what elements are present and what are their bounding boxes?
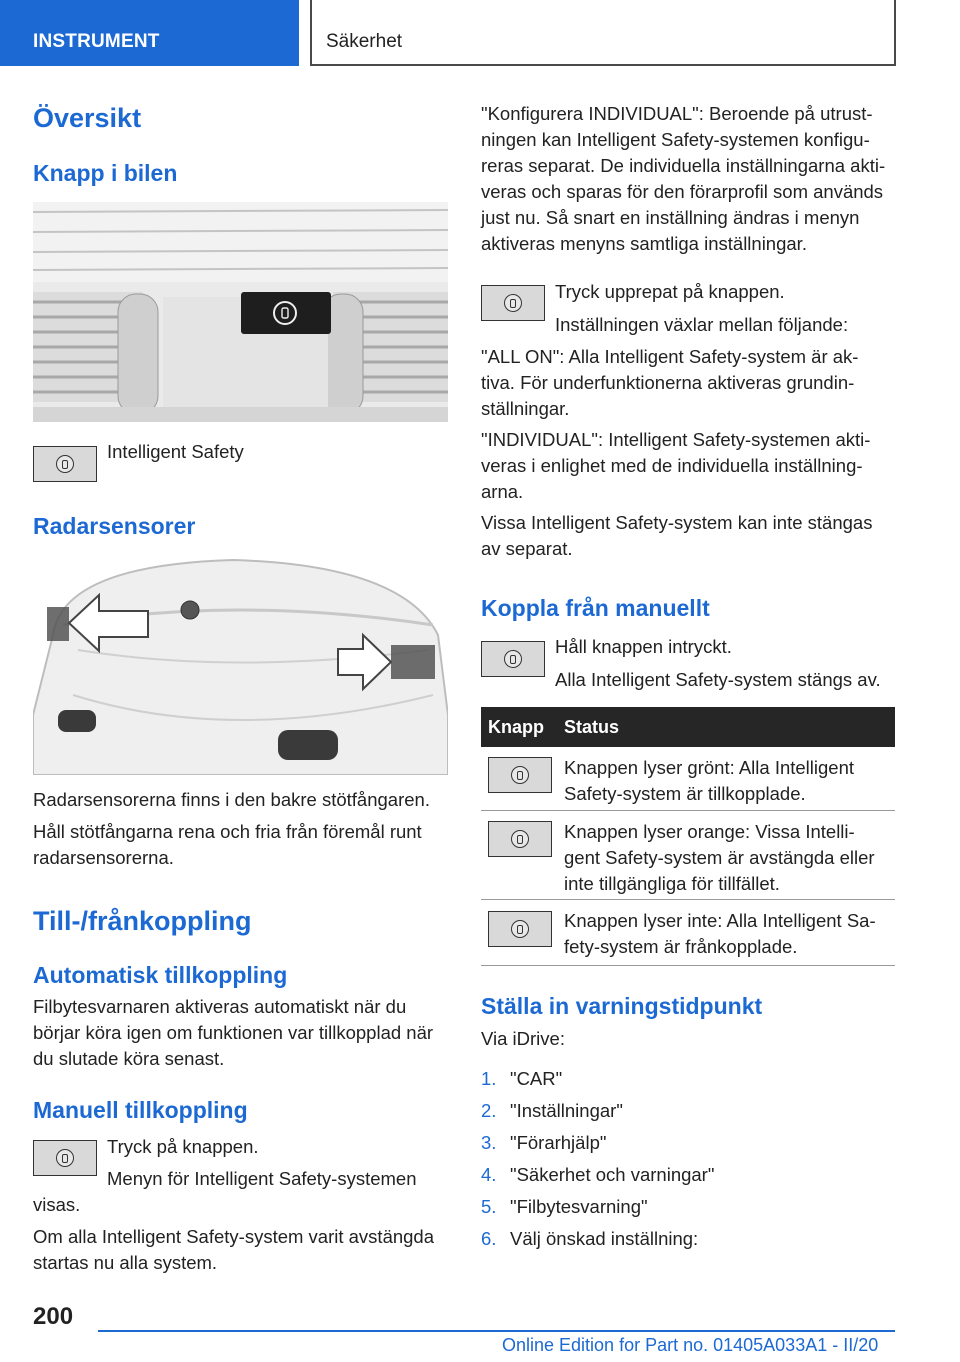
row-3-line-2: fety-system är frånkopplade. (564, 936, 798, 957)
intelligent-safety-icon (511, 920, 529, 938)
row-2-line-1: Knappen lyser orange: Vissa Intelli- (564, 821, 855, 842)
hold-button-icon (481, 641, 545, 677)
vaxlar-text: Inställningen växlar mellan följande: (555, 314, 849, 335)
vissa-line-2: av separat. (481, 538, 573, 559)
step-number: 3. (481, 1132, 497, 1153)
section-title: INSTRUMENT (33, 31, 160, 52)
konf-line-1: "Konfigurera INDIVIDUAL": Beroende på utrust- (481, 103, 873, 124)
radar-paragraph-1: Radarsensorerna finns i den bakre stötfångaren. (33, 789, 430, 810)
step-text: "CAR" (510, 1068, 563, 1089)
manuell-line-1: Tryck på knappen. (107, 1136, 259, 1157)
intelligent-safety-icon (511, 830, 529, 848)
row-2-line-3: inte tillgängliga för tillfället. (564, 873, 780, 894)
manual-on-button-icon (33, 1140, 97, 1176)
konf-line-6: aktiveras menyns samtliga inställningar. (481, 233, 807, 254)
table-row (481, 811, 895, 900)
step-number: 4. (481, 1164, 497, 1185)
repeat-button-icon (481, 285, 545, 321)
heading-knapp-i-bilen: Knapp i bilen (33, 160, 178, 186)
step-text: Välj önskad inställning: (510, 1228, 699, 1249)
manuell-line-4: Om alla Intelligent Safety-system varit avstängda (33, 1226, 435, 1247)
dashboard-button-image (33, 202, 448, 422)
intelligent-safety-icon (504, 294, 522, 312)
radar-paragraph-2-line-1: Håll stötfångarna rena och fria från föremål runt (33, 821, 422, 842)
alla-stangs-text: Alla Intelligent Safety-system stängs av. (555, 669, 881, 690)
step-text: "Förarhjälp" (510, 1132, 607, 1153)
table-row (481, 900, 895, 966)
vissa-line-1: Vissa Intelligent Safety-system kan inte stängas (481, 512, 873, 533)
intelligent-safety-button-icon (33, 446, 97, 482)
via-idrive-text: Via iDrive: (481, 1028, 565, 1049)
page-number: 200 (33, 1303, 74, 1330)
dashboard-illustration (33, 202, 448, 422)
heading-stalla-in-varningstidpunkt: Ställa in varningstidpunkt (481, 993, 763, 1019)
chapter-title: Säkerhet (326, 31, 403, 52)
allon-line-1: "ALL ON": Alla Intelligent Safety-system är ak- (481, 346, 859, 367)
manuell-line-3: visas. (33, 1194, 81, 1215)
heading-till-frankoppling: Till-/frånkoppling (33, 906, 252, 936)
heading-manuell-tillkoppling: Manuell tillkoppling (33, 1097, 248, 1123)
car-rear-image (33, 555, 448, 775)
indiv-line-3: arna. (481, 481, 524, 502)
chapter-header (310, 0, 896, 66)
col-status: Status (564, 717, 620, 737)
row-1-line-1: Knappen lyser grönt: Alla Intelligent (564, 757, 855, 778)
manuell-line-5: startas nu alla system. (33, 1252, 218, 1273)
button-green-icon (488, 757, 552, 793)
step-number: 6. (481, 1228, 497, 1249)
manuell-line-2: Menyn för Intelligent Safety-systemen (107, 1168, 417, 1189)
auto-line-3: du slutade köra senast. (33, 1048, 225, 1069)
table-row (481, 747, 895, 811)
heading-automatisk-tillkoppling: Automatisk tillkoppling (33, 962, 288, 988)
tryck-text: Tryck upprepat på knappen. (555, 281, 785, 302)
step-number: 2. (481, 1100, 497, 1121)
step-text: "Filbytesvarning" (510, 1196, 648, 1217)
konf-line-2: ningen kan Intelligent Safety-systemen konfigu- (481, 129, 870, 150)
intelligent-safety-icon (504, 650, 522, 668)
intelligent-safety-icon (56, 455, 74, 473)
auto-line-2: börjar köra igen om funktionen var tillkopplad när (33, 1022, 434, 1043)
footer-edition: Online Edition for Part no. 01405A033A1 - II/20 (502, 1335, 879, 1355)
step-text: "Säkerhet och varningar" (510, 1164, 715, 1185)
heading-radarsensorer: Radarsensorer (33, 513, 196, 539)
step-number: 1. (481, 1068, 497, 1089)
car-rear-illustration (33, 555, 448, 775)
section-tab (0, 0, 299, 66)
allon-line-2: tiva. För underfunktionerna aktiveras grundin- (481, 372, 855, 393)
intelligent-safety-icon (56, 1149, 74, 1167)
indiv-line-1: "INDIVIDUAL": Intelligent Safety-systemen akti- (481, 429, 871, 450)
intelligent-safety-icon (511, 766, 529, 784)
hall-text: Håll knappen intryckt. (555, 636, 732, 657)
status-table-header (481, 707, 895, 747)
heading-koppla-fran-manuellt: Koppla från manuellt (481, 595, 710, 621)
indiv-line-2: veras i enlighet med de individuella inställning- (481, 455, 863, 476)
radar-paragraph-2-line-2: radarsensorerna. (33, 847, 174, 868)
allon-line-3: ställningar. (481, 398, 570, 419)
button-off-icon (488, 911, 552, 947)
step-text: "Inställningar" (510, 1100, 623, 1121)
step-number: 5. (481, 1196, 497, 1217)
auto-line-1: Filbytesvarnaren aktiveras automatiskt när du (33, 996, 407, 1017)
row-2-line-2: gent Safety-system är avstängda eller (564, 847, 875, 868)
konf-line-4: veras och sparas för den förarprofil som används (481, 181, 884, 202)
footer-divider (98, 1330, 895, 1332)
heading-oversikt: Översikt (33, 103, 142, 133)
konf-line-5: just nu. Så snart en inställning ändras i menyn (481, 207, 860, 228)
konf-line-3: reras separat. De individuella inställningarna akti- (481, 155, 886, 176)
row-1-line-2: Safety-system är tillkopplade. (564, 783, 806, 804)
col-knapp: Knapp (488, 717, 544, 737)
button-caption: Intelligent Safety (107, 441, 244, 462)
row-3-line-1: Knappen lyser inte: Alla Intelligent Sa- (564, 910, 876, 931)
button-orange-icon (488, 821, 552, 857)
